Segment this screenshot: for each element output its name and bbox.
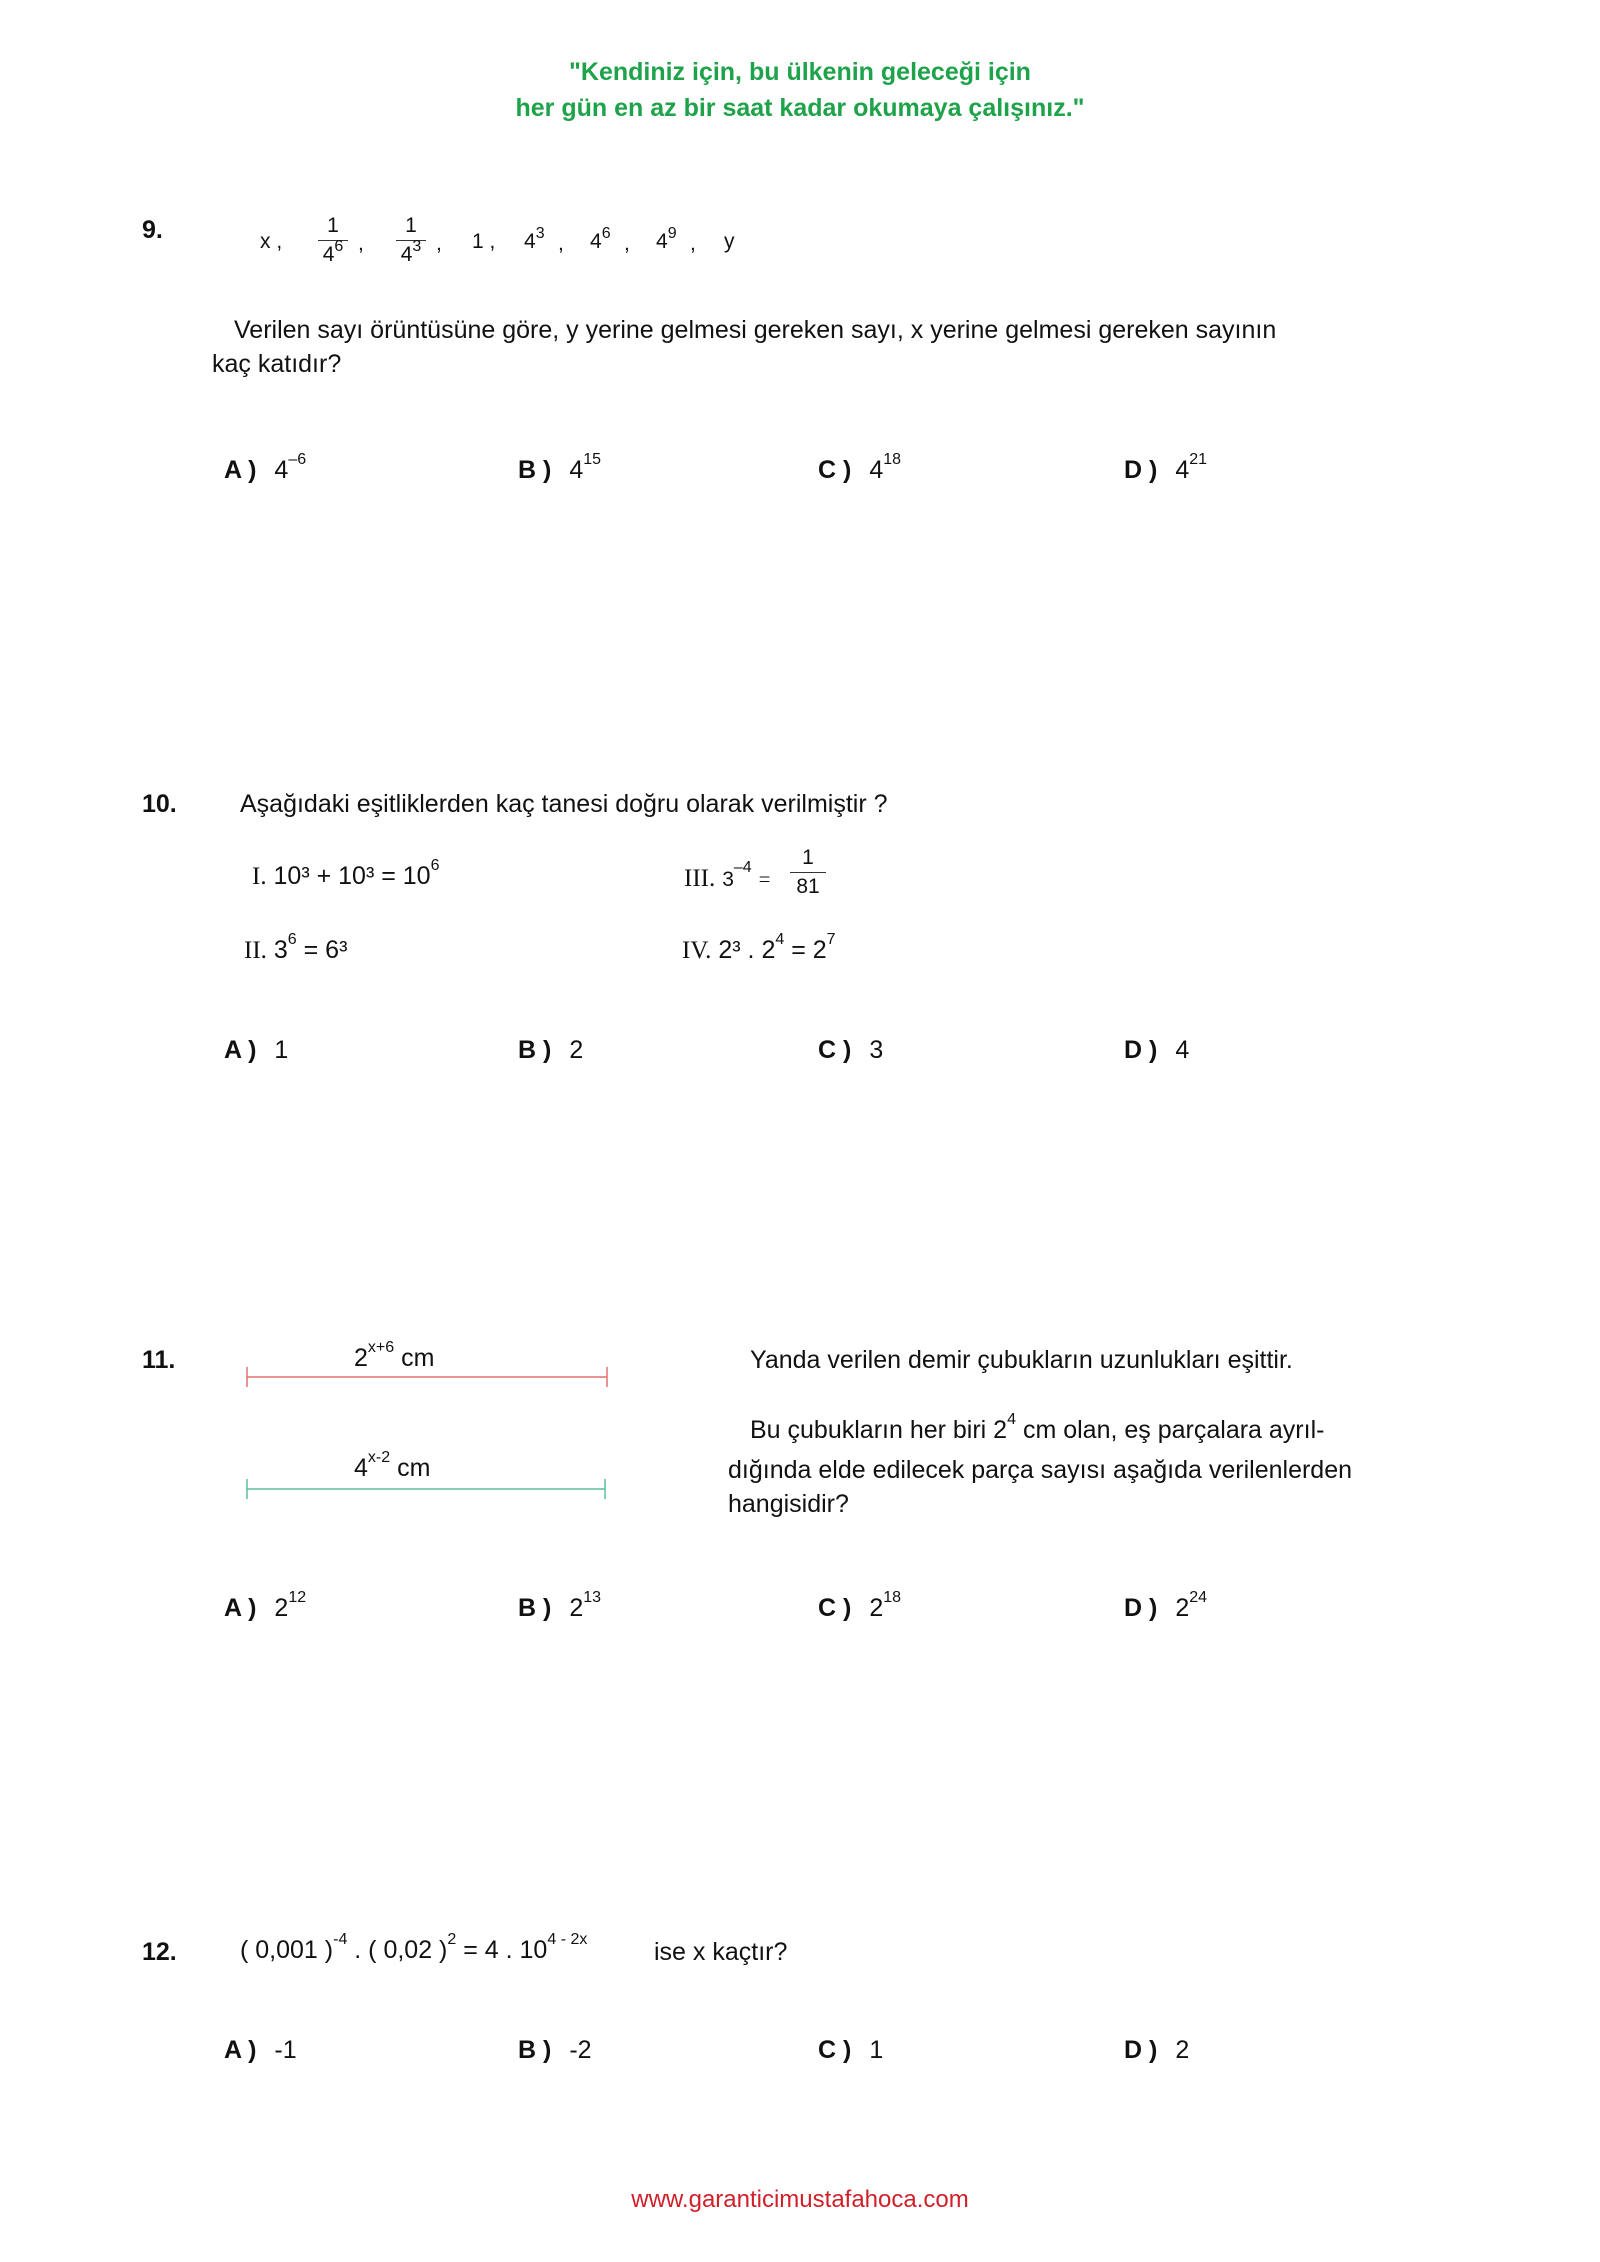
option-d[interactable]: D ) 2: [1124, 2036, 1190, 2064]
statement-iv: IV. 2³ . $2^4 = 2^7$: [682, 931, 836, 964]
question-text-line-1: Verilen sayı örüntüsüne göre, y yerine gelmesi gereken sayı, x yerine gelmesi gereken sayının: [234, 316, 1277, 344]
sequence-comma: ,: [624, 232, 630, 255]
sequence-comma: ,: [690, 232, 696, 255]
fraction-base: 4: [400, 243, 413, 266]
question-text: Aşağıdaki eşitliklerden kaç tanesi doğru olarak verilmiştir ?: [240, 790, 888, 818]
statement-iii-fraction: [790, 846, 826, 899]
statement-ii: II. $3^6 = 6^3$: [244, 931, 348, 964]
option-b[interactable]: B ) -2: [518, 2036, 592, 2064]
question-text-line-1: Yanda verilen demir çubukların uzunlukları eşittir.: [750, 1346, 1293, 1374]
fraction-numerator: 1: [327, 214, 339, 237]
question-text-line-2: Bu çubukların her biri $2^4$ cm olan, eş parçalara ayrıl-: [750, 1411, 1325, 1444]
fraction-denominator: [318, 238, 348, 267]
question-text: ise x kaçtır?: [654, 1938, 788, 1966]
footer-website-link[interactable]: www.garanticimustafahoca.com: [631, 2186, 969, 2213]
rod-1-label: $2^{x+6}$ cm: [354, 1339, 435, 1372]
fraction-exponent: 3: [412, 238, 422, 255]
sequence-comma: ,: [558, 232, 564, 255]
option-c[interactable]: C ) $2^{18}$: [818, 1589, 902, 1622]
statement-i: I. $10^3 + 10^3 = 10^6$: [252, 857, 440, 890]
option-c[interactable]: C ) 1: [818, 2036, 884, 2064]
sequence-comma: ,: [436, 232, 442, 255]
sequence-term-one: 1 ,: [472, 230, 496, 253]
option-b[interactable]: B ) 2: [518, 1036, 584, 1064]
option-a[interactable]: A ) $2^{12}$: [224, 1589, 307, 1622]
rod-2-label: 4$^{x-2}$ cm: [354, 1449, 431, 1482]
option-b[interactable]: B ) $2^{13}$: [518, 1589, 602, 1622]
option-d[interactable]: D ) $4^{21}$: [1124, 451, 1208, 484]
question-text-line-2: kaç katıdır?: [212, 350, 342, 378]
rod-2-line: [244, 1476, 610, 1502]
question-number: 9.: [142, 216, 163, 244]
sequence-fraction-1: [318, 214, 348, 267]
option-a[interactable]: A ) 1: [224, 1036, 289, 1064]
fraction-denominator: [396, 238, 426, 267]
fraction-numerator: 1: [405, 214, 417, 237]
sequence-term-x: x ,: [260, 230, 283, 253]
sequence-fraction-2: [396, 214, 426, 267]
motto-line-1: "Kendiniz için, bu ülkenin geleceği için: [569, 58, 1031, 86]
fraction-base: 4: [322, 243, 335, 266]
fraction-exponent: 6: [334, 238, 344, 255]
rod-1-line: [244, 1364, 610, 1390]
question-number: 11.: [142, 1346, 176, 1374]
fraction-denominator: 81: [796, 875, 820, 898]
sequence-term-y: y: [724, 230, 735, 253]
option-a[interactable]: A ) -1: [224, 2036, 297, 2064]
sequence-term-4-9: $4^9$: [656, 225, 677, 253]
option-d[interactable]: D ) $2^{24}$: [1124, 1589, 1208, 1622]
option-b[interactable]: B ) $4^{15}$: [518, 451, 602, 484]
sequence-term-4-3: $4^3$: [524, 225, 545, 253]
motto-line-2: her gün en az bir saat kadar okumaya çalışınız.": [515, 94, 1085, 122]
option-c[interactable]: C ) $4^{18}$: [818, 451, 902, 484]
statement-iii: III. $3^{-4}$ =: [684, 859, 771, 892]
question-text-line-4: hangisidir?: [728, 1490, 849, 1518]
sequence-comma: ,: [358, 232, 364, 255]
fraction-numerator: 1: [802, 846, 814, 869]
option-a[interactable]: A ) $4^{-6}$: [224, 451, 307, 484]
option-c[interactable]: C ) 3: [818, 1036, 884, 1064]
question-number: 12.: [142, 1938, 177, 1966]
question-text-line-3: dığında elde edilecek parça sayısı aşağıda verilenlerden: [728, 1456, 1353, 1484]
question-number: 10.: [142, 790, 177, 818]
option-d[interactable]: D ) 4: [1124, 1036, 1190, 1064]
sequence-term-4-6: $4^6$: [590, 225, 611, 253]
equation: ( 0,001 )$^{-4}$ . ( 0,02 )$^2$ = 4 . $10^{4 - 2x}$: [240, 1931, 588, 1964]
